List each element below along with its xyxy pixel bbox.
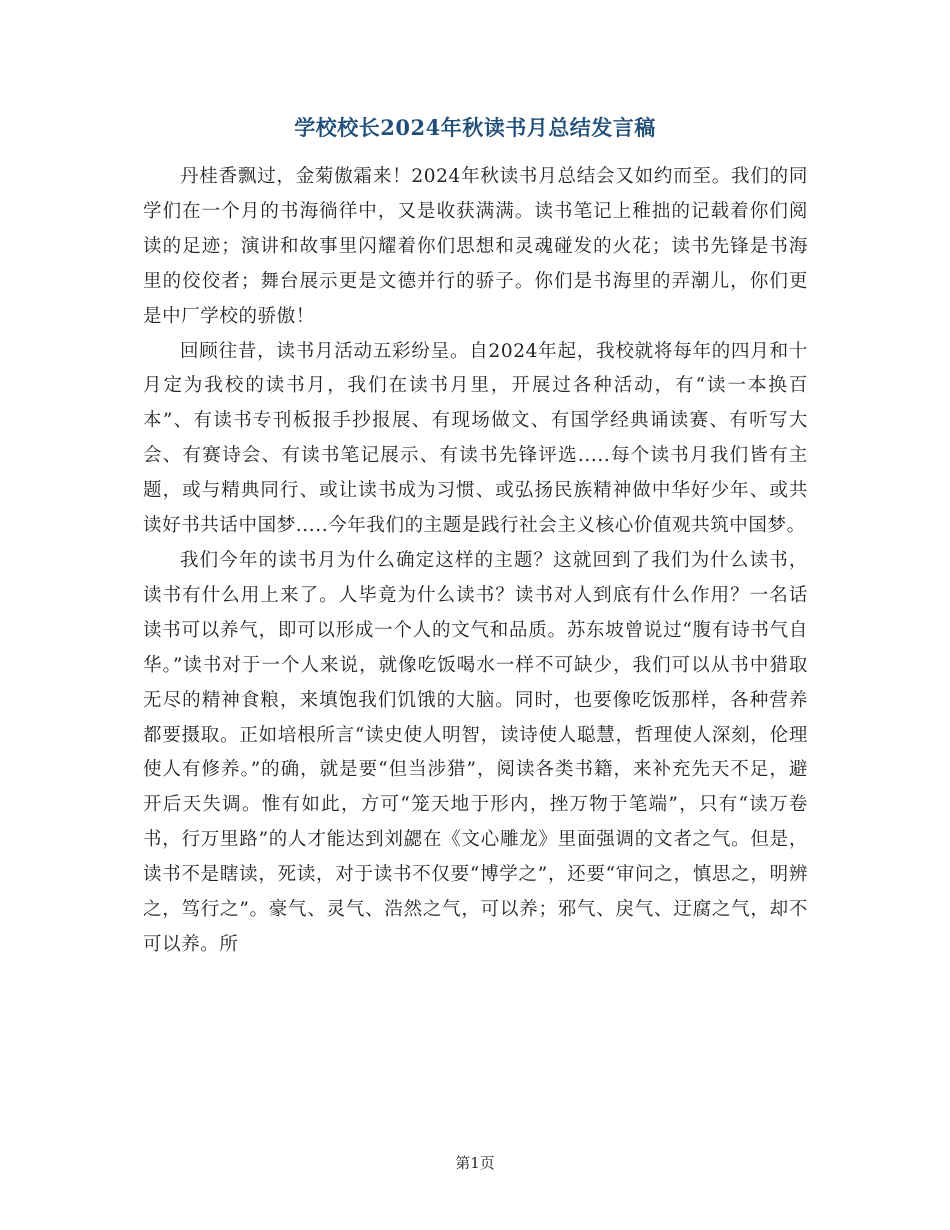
document-title: 学校校长2024年秋读书月总结发言稿: [294, 115, 656, 140]
paragraph: 回顾往昔，读书月活动五彩纷呈。自2024年起，我校就将每年的四月和十月定为我校的读书月，我们在读书月里，开展过各种活动，有“读一本换百本”、有读书专刊板报手抄报展、有现场做文、有国学经典诵读赛、有听写大会、有赛诗会、有读书笔记展示、有读书先锋评选.....每个读书月我们皆有主题，或与精典同行、或让读书成为习惯、或弘扬民族精神做中华好少年、或共读好书共话中国梦.....今年我们的主题是践行社会主义核心价值观共筑中国梦。: [143, 340, 808, 537]
document-body: [143, 160, 808, 963]
paragraph: 丹桂香飘过，金菊傲霜来！2024年秋读书月总结会又如约而至。我们的同学们在一个月的书海徜徉中，又是收获满满。读书笔记上稚拙的记载着你们阅读的足迹；演讲和故事里闪耀着你们思想和灵魂碰发的火花；读书先锋是书海里的佼佼者；舞台展示更是文德并行的骄子。你们是书海里的弄潮儿，你们更是中厂学校的骄傲！: [143, 166, 808, 327]
page-number: 第1页: [455, 1154, 495, 1172]
paragraph: 我们今年的读书月为什么确定这样的主题？这就回到了我们为什么读书，读书有什么用上来了。人毕竟为什么读书？读书对人到底有什么作用？一名话读书可以养气，即可以形成一个人的文气和品质。苏东坡曾说过“腹有诗书气自华。”读书对于一个人来说，就像吃饭喝水一样不可缺少，我们可以从书中猎取无尽的精神食粮，来填饱我们饥饿的大脑。同时，也要像吃饭那样，各种营养都要摄取。正如培根所言“读史使人明智，读诗使人聪慧，哲理使人深刻，伦理使人有修养。”的确，就是要“但当涉猎”，阅读各类书籍，来补充先天不足，避开后天失调。惟有如此，方可“笼天地于形内，挫万物于笔端”，只有“读万卷书，行万里路”的人才能达到刘勰在《文心雕龙》里面强调的文者之气。但是，读书不是瞎读，死读，对于读书不仅要“博学之”，还要“审问之，慎思之，明辨之，笃行之”。豪气、灵气、浩然之气，可以养；邪气、戾气、迂腐之气，却不可以养。所: [143, 549, 808, 955]
